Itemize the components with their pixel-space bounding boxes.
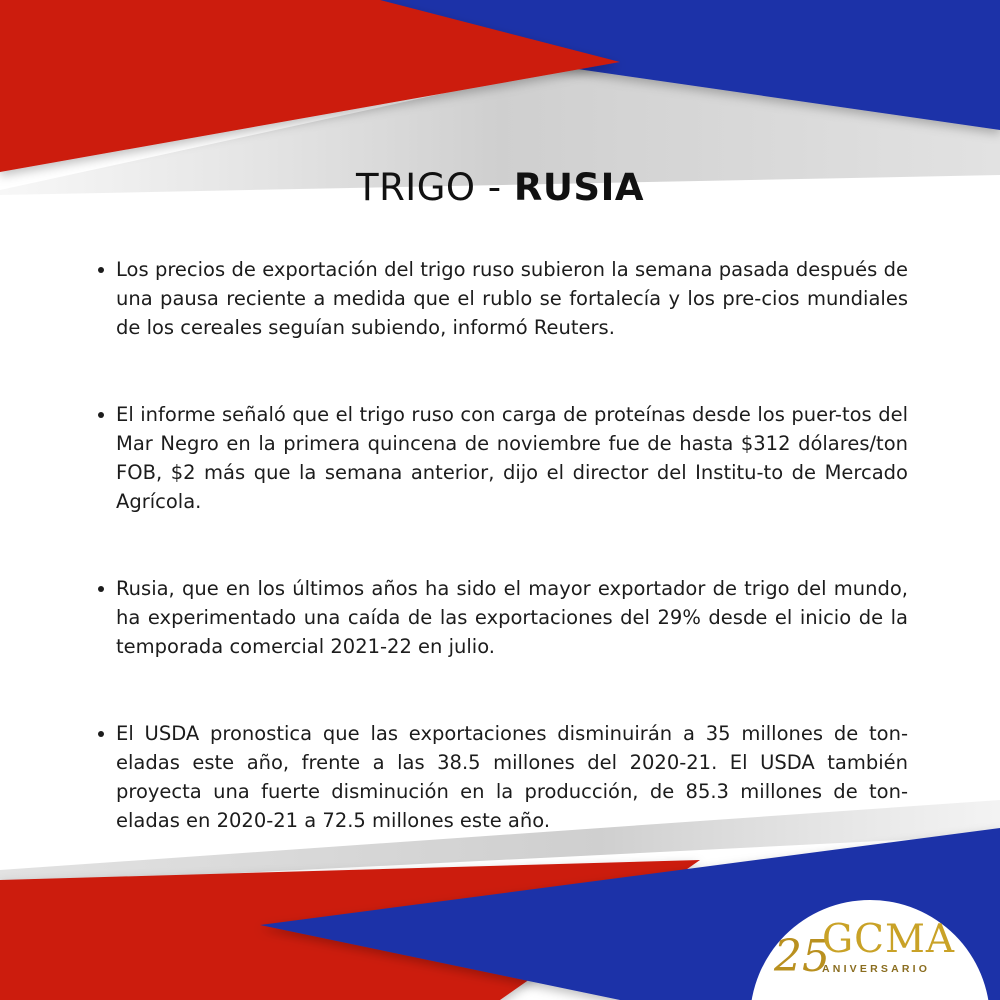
bullet-item: El informe señaló que el trigo ruso con carga de proteínas desde los puer-tos del Mar Negro en la primera quincena de noviembre fue de hasta $312 dólares/ton FOB, $2 más que la semana anterior, dijo el director del Institu-to de Mercado Agrícola.	[98, 400, 908, 516]
bullet-item: Rusia, que en los últimos años ha sido el mayor exportador de trigo del mundo, ha experimentado una caída de las exportaciones del 29% desde el inicio de la temporada comercial 2021-22 en julio.	[98, 574, 908, 661]
logo-anniversary-number: 25	[774, 931, 830, 982]
bullet-list	[98, 255, 908, 835]
logo-name: GCMA	[822, 917, 956, 962]
page-title	[0, 166, 1000, 209]
title-bold: RUSIA	[513, 166, 644, 209]
title-normal: TRIGO -	[356, 166, 514, 209]
bullet-item: El USDA pronostica que las exportaciones disminuirán a 35 millones de ton-eladas este año, frente a las 38.5 millones del 2020-21. El USDA también proyecta una fuerte disminución en la producción, de 85.3 millones de ton-eladas en 2020-21 a 72.5 millones este año.	[98, 719, 908, 835]
bullet-item: Los precios de exportación del trigo ruso subieron la semana pasada después de una pausa reciente a medida que el rublo se fortalecía y los pre-cios mundiales de los cereales seguían subiendo, informó Reuters.	[98, 255, 908, 342]
logo-subtitle: ANIVERSARIO	[822, 963, 931, 975]
